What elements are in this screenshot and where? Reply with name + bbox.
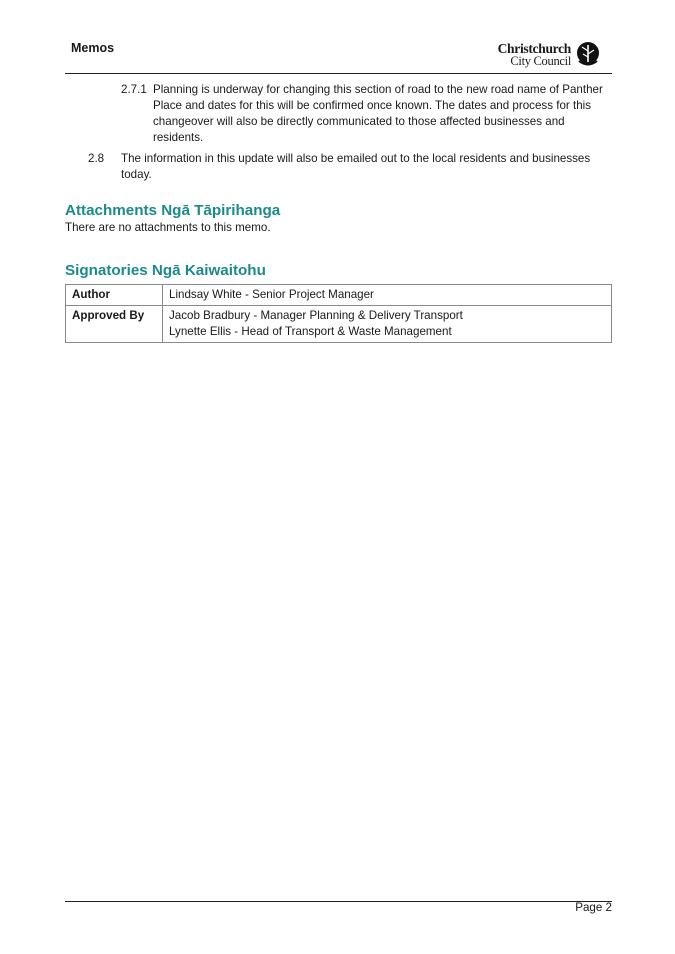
attachments-text: There are no attachments to this memo. — [65, 221, 271, 234]
item-text: The information in this update will also be emailed out to the local residents and businesses today. — [121, 152, 591, 181]
page-number: Page 2 — [575, 901, 612, 914]
table-row — [66, 306, 612, 343]
header-rule — [65, 73, 612, 74]
approver-name: Lynette Ellis - Head of Transport & Waste Management — [169, 325, 452, 338]
attachments-heading: Attachments Ngā Tāpirihanga — [65, 202, 281, 219]
item-number: 2.8 — [88, 152, 105, 165]
document-header-title: Memos — [71, 41, 115, 55]
footer-rule — [65, 901, 612, 902]
table-row — [66, 285, 612, 306]
row-value — [163, 306, 612, 343]
signatories-table — [65, 284, 612, 343]
logo-line-1: Christchurch — [497, 41, 571, 56]
approver-name: Jacob Bradbury - Manager Planning & Delivery Transport — [169, 309, 463, 322]
council-leaf-icon — [575, 41, 601, 67]
item-text: Planning is underway for changing this section of road to the new road name of Panther Place and dates for this will be confirmed once known. The dates and process for this changeover will also be directly communicated to those affected businesses and residents. — [153, 83, 603, 144]
row-value: Lindsay White - Senior Project Manager — [163, 285, 612, 306]
row-label: Approved By — [66, 306, 163, 343]
row-label: Author — [66, 285, 163, 306]
council-logo — [497, 41, 601, 69]
item-number: 2.7.1 — [121, 83, 147, 96]
logo-line-2: City Council — [510, 54, 571, 68]
signatories-heading: Signatories Ngā Kaiwaitohu — [65, 262, 266, 279]
